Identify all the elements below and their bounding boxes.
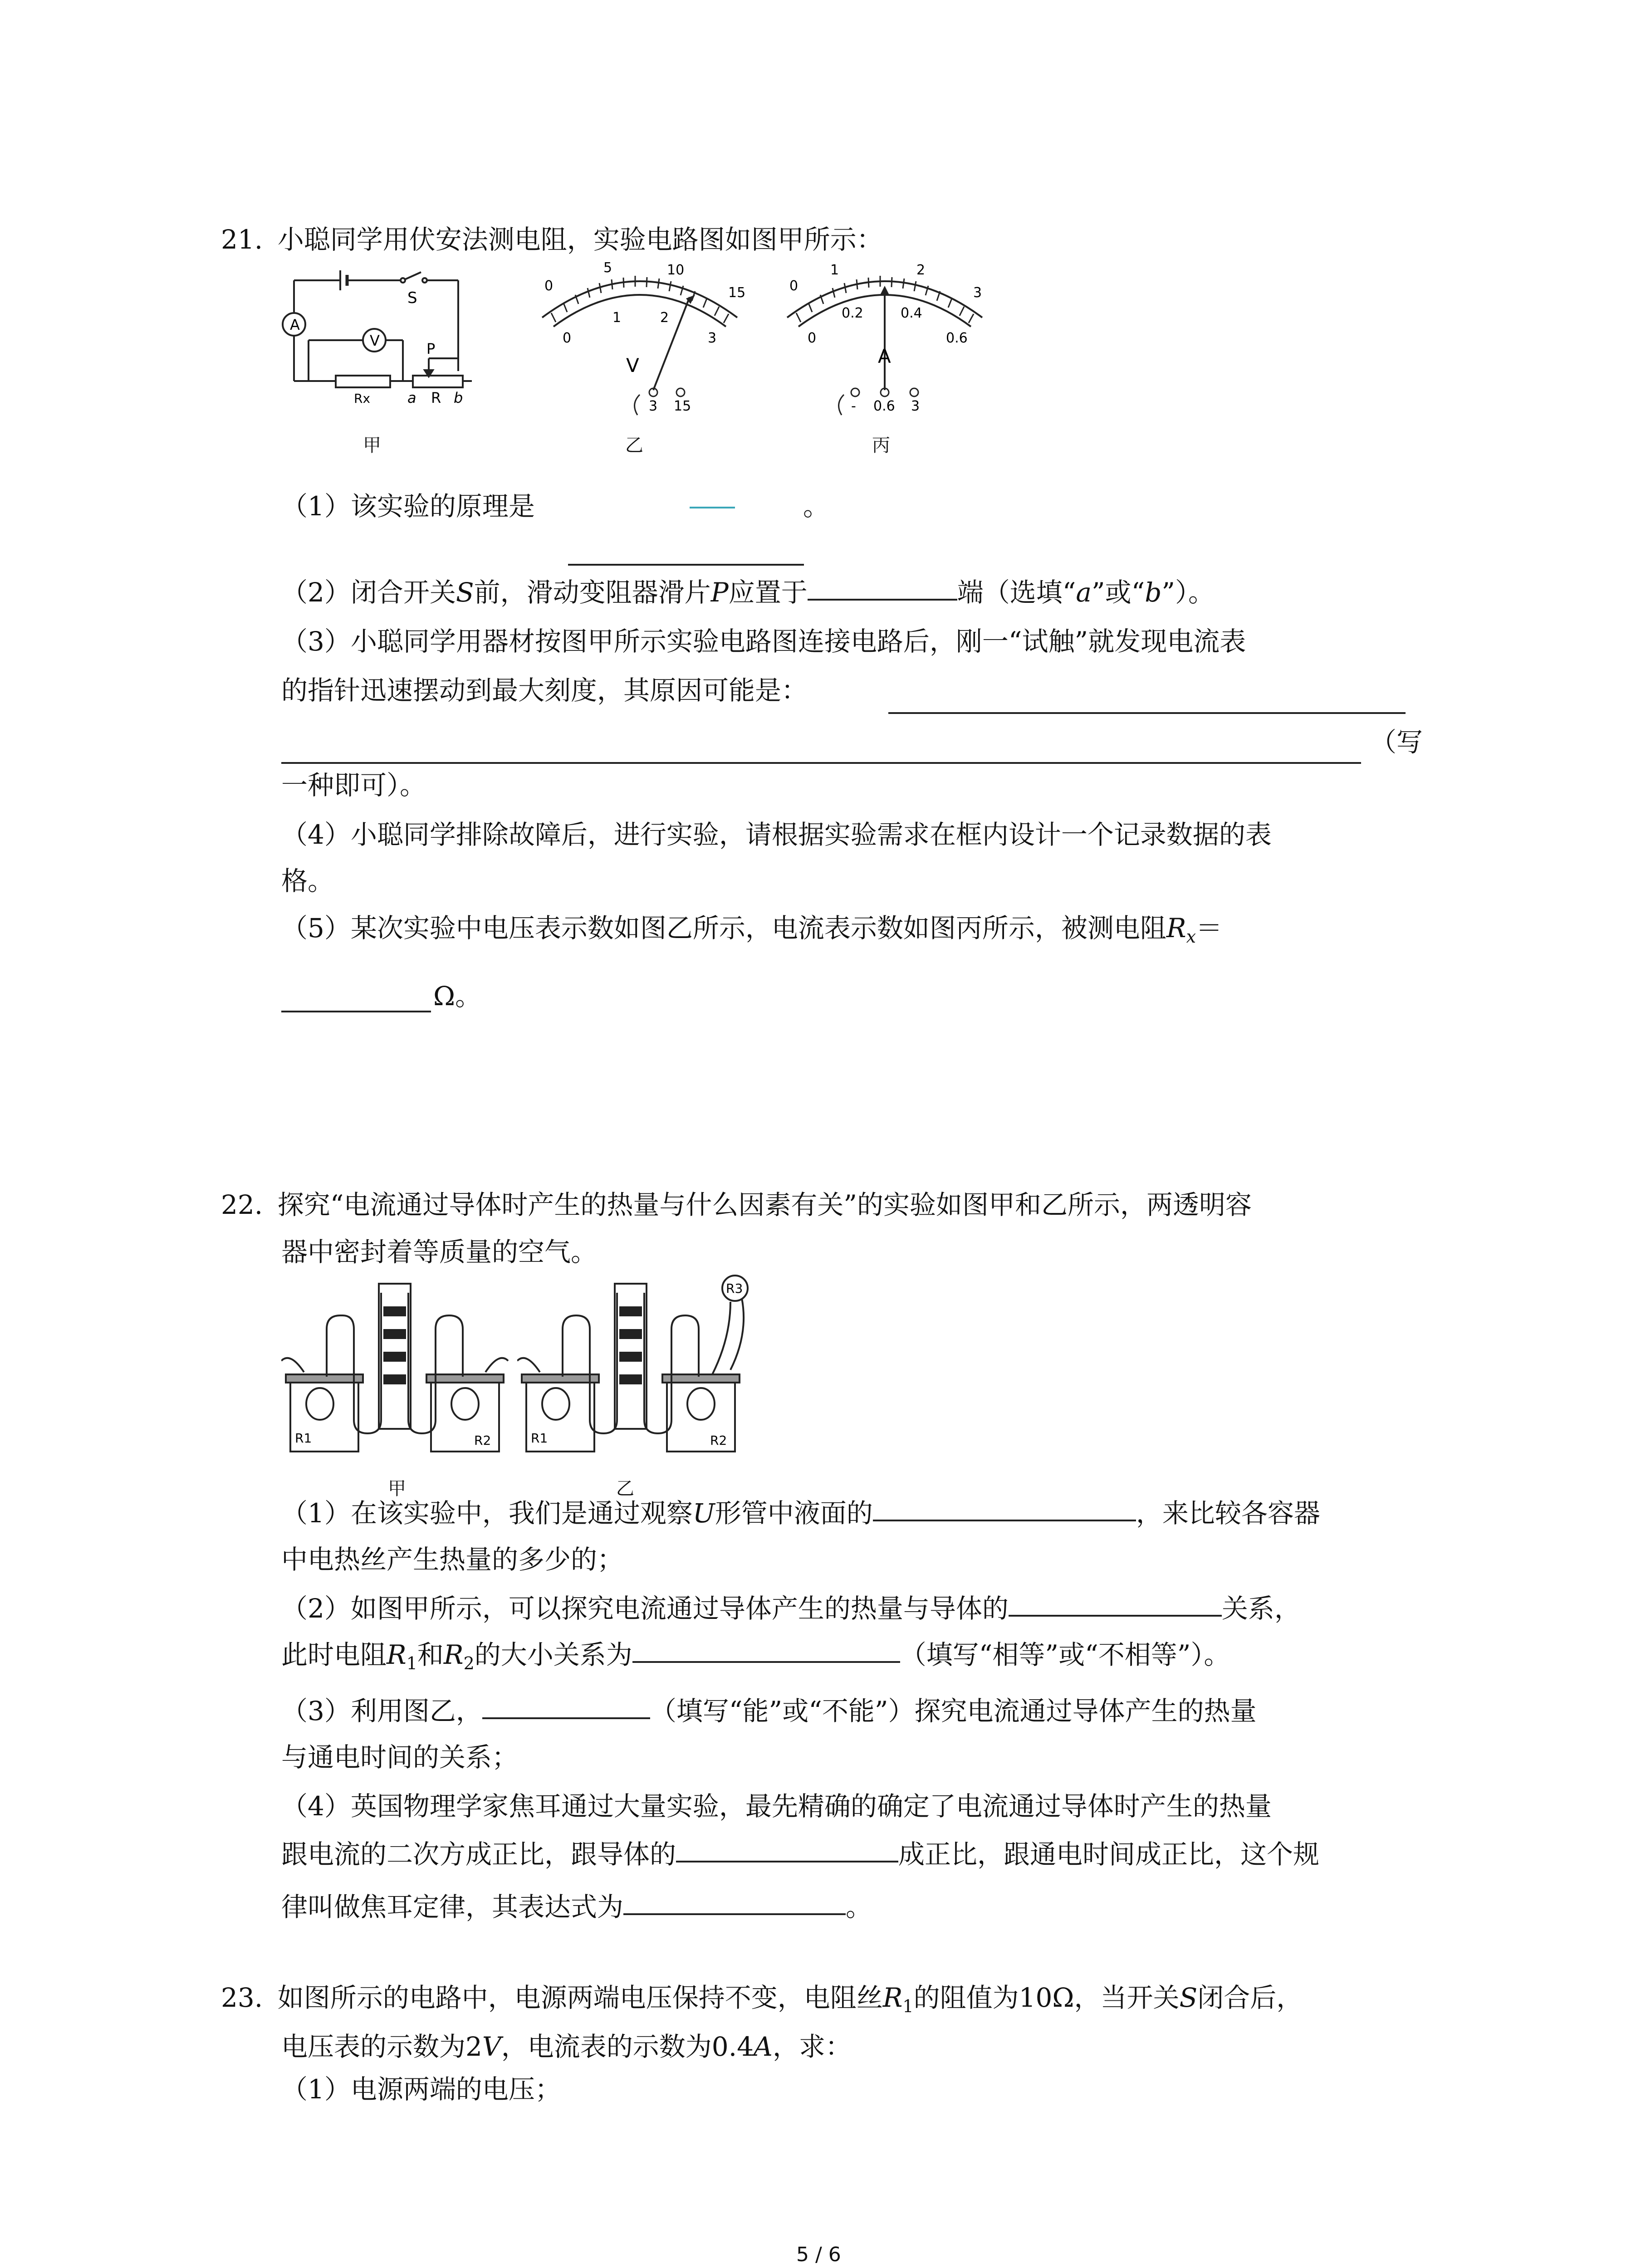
q22-part3-a: （3）利用图乙，: [281, 1696, 482, 1726]
q22-part1-line1: [281, 1497, 1320, 1530]
ammeter-bottom-0.2: 0.2: [842, 305, 863, 321]
q22-figure-jia: [281, 1279, 517, 1470]
q21-part4-line1: （4）小聪同学排除故障后，进行实验，请根据实验需求在框内设计一个记录数据的表: [281, 819, 1272, 850]
q21-part2-c: 应置于: [728, 577, 808, 608]
q21-part2-answer-blank[interactable]: [808, 576, 957, 601]
q21-voltmeter-figure: [517, 254, 762, 435]
q23-line2-c: ，求：: [772, 2031, 852, 2062]
q21-part5-sub: x: [1186, 927, 1196, 947]
ammeter-terminal-0.6: 0.6: [873, 398, 895, 414]
q23-A: A: [754, 2031, 773, 2062]
voltmeter-bottom-1: 1: [612, 310, 622, 326]
ammeter-bottom-0.6: 0.6: [946, 330, 968, 346]
q23-line2-b: ，电流表的示数为0.4: [501, 2031, 754, 2062]
voltmeter-bottom-2: 2: [660, 310, 669, 326]
q21-part2-S: S: [456, 577, 474, 608]
q21-part2: [281, 576, 1215, 609]
q21-part2-opt-b: b: [1145, 577, 1162, 608]
q22-part2-line1-end: 关系，: [1221, 1593, 1301, 1624]
page-number: 5 / 6: [796, 2243, 841, 2266]
ammeter-bottom-0.4: 0.4: [901, 305, 922, 321]
q21-part2-P: P: [710, 577, 729, 608]
q22-caption-jia: 甲: [388, 1478, 406, 1499]
q22-part2-R2: R: [443, 1639, 464, 1670]
q21-part5-R: R: [1166, 913, 1186, 943]
circuit-end-a-label: a: [407, 389, 416, 404]
q21-part5-unit: Ω。: [433, 981, 482, 1012]
q21-caption-bing: 丙: [872, 435, 890, 456]
q21-part5-eq: ＝: [1196, 913, 1223, 943]
q21-part1-end: 。: [803, 491, 830, 522]
q21-part4-line2: 格。: [281, 865, 334, 896]
q21-part2-f: ”）。: [1161, 577, 1215, 608]
q22-part3-line2: 与通电时间的关系；: [281, 1742, 519, 1773]
voltmeter-terminal-3: 3: [649, 398, 658, 414]
q23-line2-a: 电压表的示数为2: [281, 2031, 482, 2062]
q21-stem: [221, 223, 883, 256]
q21-part2-d: 端（选填“: [957, 577, 1076, 608]
q22-part4-line1: （4）英国物理学家焦耳通过大量实验，最先精确的确定了电流通过导体时产生的热量: [281, 1791, 1272, 1822]
ammeter-bottom-0: 0: [808, 330, 817, 346]
q21-part3-line1: （3）小聪同学用器材按图甲所示实验电路图连接电路后，刚一“试触”就发现电流表: [281, 626, 1246, 657]
q23-V: V: [482, 2031, 501, 2062]
q21-circuit-diagram: [281, 268, 517, 404]
q22-part3-b: （填写“能”或“不能”）探究电流通过导体产生的热量: [650, 1696, 1257, 1726]
voltmeter-top-15: 15: [728, 285, 746, 301]
q22-part2-text: （2）如图甲所示，可以探究电流通过导体产生的热量与导体的: [281, 1593, 1009, 1624]
q22-part4-line2-a: 跟电流的二次方成正比，跟导体的: [281, 1839, 676, 1870]
q22-yi-r3-label: R3: [726, 1281, 743, 1296]
circuit-ammeter-label: A: [290, 316, 300, 333]
q23-line1: [221, 1981, 1303, 2023]
q23-R-sub: 1: [902, 1996, 914, 2016]
q21-part3-answer-blank-2[interactable]: [281, 762, 1361, 764]
q22-part1-c: ，来比较各容器: [1136, 1498, 1320, 1529]
q21-caption-yi: 乙: [625, 435, 643, 456]
q22-part1-line2: 中电热丝产生热量的多少的；: [281, 1544, 624, 1575]
ammeter-top-3: 3: [973, 285, 982, 301]
q23-line1-a: 如图所示的电路中，电源两端电压保持不变，电阻丝: [277, 1982, 883, 2013]
q22-part2-line2-c: （填写“相等”或“不相等”）。: [900, 1639, 1230, 1670]
q22-part4-line2: [281, 1838, 1319, 1871]
q22-part2-R2-sub: 2: [463, 1653, 475, 1673]
circuit-switch-label: S: [407, 289, 417, 307]
q21-part5-text: （5）某次实验中电压表示数如图乙所示，电流表示数如图丙所示，被测电阻: [281, 913, 1166, 943]
q22-part1-U: U: [692, 1498, 715, 1529]
q22-line2: 器中密封着等质量的空气。: [281, 1237, 598, 1267]
voltmeter-letter: V: [626, 354, 639, 376]
q21-part2-b: 前，滑动变阻器滑片: [474, 577, 711, 608]
circuit-rheostat-label: R: [431, 389, 441, 404]
voltmeter-top-5: 5: [603, 260, 612, 276]
q22-yi-r1-label: R1: [531, 1431, 548, 1446]
q21-caption-jia: 甲: [363, 435, 381, 456]
q22-caption-yi: 乙: [616, 1478, 634, 1499]
q22-part2-answer-blank-1[interactable]: [1009, 1592, 1222, 1617]
q21-part3-line3-end: （写: [1370, 727, 1423, 758]
ammeter-letter: A: [878, 345, 891, 367]
voltmeter-top-10: 10: [667, 262, 685, 278]
q21-part1-mark: [690, 507, 735, 508]
q21-part2-e: ”或“: [1091, 577, 1145, 608]
q22-part2-and: 和: [417, 1639, 444, 1670]
q23-part1: （1）电源两端的电压；: [281, 2074, 561, 2105]
q23-R: R: [882, 1982, 903, 2013]
q22-part2-line2-b: 的大小关系为: [474, 1639, 632, 1670]
q21-part2-a: （2）闭合开关: [281, 577, 456, 608]
q22-part4-line3-b: 。: [846, 1892, 872, 1922]
q21-ammeter-figure: [762, 254, 1007, 435]
q23-number: 23.: [221, 1982, 263, 2013]
circuit-rx-label: Rx: [354, 391, 371, 404]
q21-part2-opt-a: a: [1076, 577, 1092, 608]
q22-part2-R1-sub: 1: [406, 1653, 417, 1673]
q21-part3-line4: 一种即可）。: [281, 770, 426, 801]
circuit-slider-label: P: [426, 340, 436, 357]
q22-jia-r2-label: R2: [474, 1433, 491, 1448]
q22-part2-line2: [281, 1638, 1230, 1680]
ammeter-terminal-3: 3: [911, 398, 920, 414]
q21-stem-text: 小聪同学用伏安法测电阻，实验电路图如图甲所示：: [277, 224, 883, 255]
voltmeter-top-0: 0: [544, 278, 554, 294]
voltmeter-bottom-0: 0: [563, 330, 572, 346]
q22-part2-line1: [281, 1592, 1301, 1625]
q22-part4-line3: [281, 1891, 872, 1923]
q23-line2: [281, 2030, 852, 2063]
q21-number: 21.: [221, 224, 263, 255]
q22-part4-answer-blank-1[interactable]: [676, 1838, 898, 1862]
q22-part3-line1: [281, 1695, 1257, 1727]
q21-part5-line1: [281, 912, 1222, 953]
ammeter-top-2: 2: [916, 262, 926, 278]
q22-part2-answer-blank-2[interactable]: [632, 1638, 900, 1663]
voltmeter-terminal-15: 15: [674, 398, 691, 414]
ammeter-top-0: 0: [789, 278, 798, 294]
q22-part4-answer-blank-2[interactable]: [623, 1891, 846, 1915]
q22-part2-R1: R: [387, 1639, 407, 1670]
q22-part2-line2-a: 此时电阻: [281, 1639, 387, 1670]
q22-figure-yi: [517, 1270, 762, 1470]
q22-part3-answer-blank[interactable]: [482, 1695, 650, 1719]
q21-part1: （1）该实验的原理是: [281, 491, 535, 522]
q22-part4-line3-a: 律叫做焦耳定律，其表达式为: [281, 1892, 624, 1922]
voltmeter-bottom-3: 3: [708, 330, 717, 346]
ammeter-terminal-neg: -: [851, 398, 856, 414]
q22-line1: [221, 1188, 1252, 1221]
q23-S: S: [1179, 1982, 1198, 2013]
q22-number: 22.: [221, 1189, 263, 1220]
circuit-end-b-label: b: [454, 389, 463, 404]
q22-yi-r2-label: R2: [710, 1433, 727, 1448]
q22-part1-a: （1）在该实验中，我们是通过观察: [281, 1498, 693, 1529]
q21-part3-line2: 的指针迅速摆动到最大刻度，其原因可能是：: [281, 675, 808, 706]
q22-part1-b: 形管中液面的: [715, 1498, 873, 1529]
q23-line1-b: 的阻值为10Ω，当开关: [913, 1982, 1180, 2013]
ammeter-top-1: 1: [830, 262, 839, 278]
q21-part1-answer-blank[interactable]: [568, 564, 804, 566]
q22-part4-line2-b: 成正比，跟通电时间成正比，这个规: [898, 1839, 1320, 1870]
q22-line1-text: 探究“电流通过导体时产生的热量与什么因素有关”的实验如图甲和乙所示，两透明容: [277, 1189, 1252, 1220]
circuit-voltmeter-label: V: [370, 332, 380, 349]
q21-part3-answer-blank-1[interactable]: [888, 712, 1406, 714]
q23-line1-c: 闭合后，: [1197, 1982, 1303, 2013]
q22-jia-r1-label: R1: [295, 1431, 312, 1446]
q21-part5-answer-blank[interactable]: [281, 1011, 431, 1012]
q22-part1-answer-blank[interactable]: [873, 1497, 1136, 1521]
